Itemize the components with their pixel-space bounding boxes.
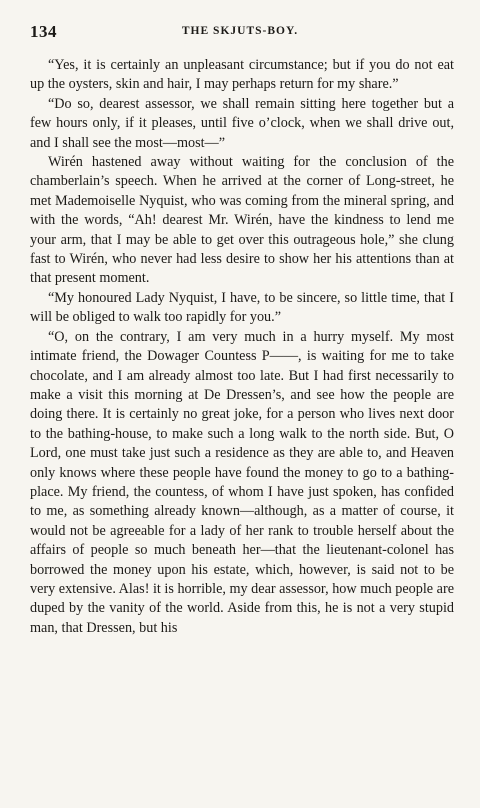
paragraph: “Yes, it is certainly an unpleasant circumstance; but if you do not eat up the oysters, skin and hair, I may perhaps return for my share.” [30,57,454,93]
running-title: THE SKJUTS-BOY. [181,25,299,37]
page-number: 134 [30,22,57,41]
paragraph: “O, on the contrary, I am very much in a hurry myself. My most intimate friend, the Dowager Countess P——, is waiting for me to take chocolate, and I am already almost too late. But I had first necessarily to make a visit this morning at De Dressen’s, and see how the people are doing there. It is certainly no great joke, for a person who lives next door to the bathing-house, to make such a long walk to the north side. But, O Lord, one must take just such a residence as they are able to, and Heaven only knows where these people have found the money to go to a bathing-place. My friend, the countess, of whom I have just spoken, has confided to me, as something already known—although, as a matter of course, it would not be agreeable for a lady of her rank to trouble herself about the affairs of people so much beneath her—that the lieutenant-colonel has borrowed the money upon his estate, which, however, is said not to be very extensive. Alas! it is horrible, my dear assessor, how much people are duped by the vanity of the world. Aside from this, he is not a very stupid man, that Dressen, but his [30,328,454,636]
paragraph: Wirén hastened away without waiting for the conclusion of the chamberlain’s speech. When he arrived at the corner of Long-street, he met Mademoiselle Nyquist, who was coming from the mineral spring, and with the words, “Ah! dearest Mr. Wirén, have the kindness to lend me your arm, that I may be able to get over this outrageous hole,” she clung fast to Wirén, who never had less desire to show her his attentions than at that present moment. [30,154,454,287]
paragraph: “My honoured Lady Nyquist, I have, to be sincere, so little time, that I will be obliged to walk too rapidly for you.” [30,289,454,326]
paragraph: “Do so, dearest assessor, we shall remain sitting here together but a few hours only, if it pleases, until five o’clock, when we shall drive out, and I shall see the most—most—” [30,95,454,151]
body-text [30,56,454,638]
page-header [30,22,450,42]
